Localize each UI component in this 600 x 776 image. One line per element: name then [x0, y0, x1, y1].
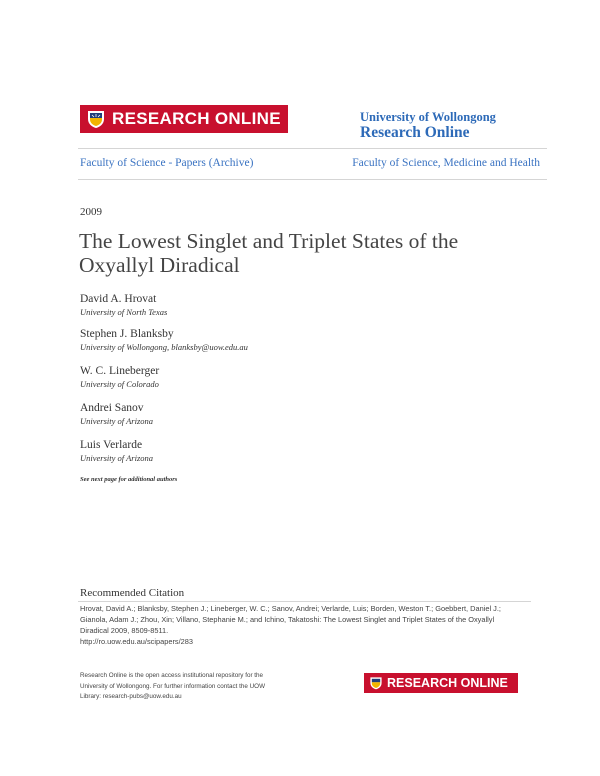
author-block: [80, 438, 153, 464]
publication-year: 2009: [80, 206, 102, 218]
author-affiliation: University of Colorado: [80, 379, 159, 389]
author-name: David A. Hrovat: [80, 293, 157, 305]
citation-url-link[interactable]: http://ro.uow.edu.au/scipapers/283: [80, 637, 193, 646]
footer-line: University of Wollongong. For further information contact the UOW: [80, 682, 266, 690]
author-affiliation: University of Arizona: [80, 416, 154, 426]
paper-title: The Lowest Singlet and Triplet States of the Oxyallyl Diradical: [79, 229, 459, 277]
header-divider-bottom: [78, 179, 547, 180]
faculty-archive-link[interactable]: Faculty of Science - Papers (Archive): [80, 157, 254, 169]
uow-shield-icon: [86, 109, 106, 129]
uow-shield-icon: [369, 676, 383, 690]
repository-name: Research Online: [360, 124, 470, 141]
recommended-citation-heading: Recommended Citation: [80, 587, 185, 599]
author-affiliation: University of Wollongong, blanksby@uow.edu.au: [80, 342, 248, 352]
header-divider-top: [78, 148, 547, 149]
uow-research-online-title[interactable]: [360, 110, 496, 142]
author-name: W. C. Lineberger: [80, 365, 160, 377]
author-affiliation: University of Arizona: [80, 453, 154, 463]
citation-divider: [78, 601, 531, 602]
footer-contact-line[interactable]: Library: research-pubs@uow.edu.au: [80, 693, 182, 700]
author-name: Luis Verlarde: [80, 439, 143, 451]
university-name: University of Wollongong: [360, 110, 496, 124]
faculty-smh-link[interactable]: Faculty of Science, Medicine and Health: [352, 157, 540, 169]
citation-text: [80, 603, 520, 647]
logo-text: RESEARCH ONLINE: [387, 676, 508, 690]
citation-line: Diradical 2009, 8509-8511.: [80, 626, 169, 635]
citation-line: Hrovat, David A.; Blanksby, Stephen J.; Lineberger, W. C.; Sanov, Andrei; Verlarde, Luis; Borden, Weston T.; Goebbert, Daniel J.;: [80, 604, 501, 613]
additional-authors-note: See next page for additional authors: [80, 476, 178, 483]
author-block: [80, 401, 153, 427]
footer-line: Research Online is the open access institutional repository for the: [80, 672, 264, 679]
author-name: Andrei Sanov: [80, 402, 144, 414]
author-name: Stephen J. Blanksby: [80, 328, 174, 340]
author-block: [80, 364, 159, 390]
author-block: [80, 327, 248, 353]
research-online-logo[interactable]: [80, 105, 288, 133]
logo-text: RESEARCH ONLINE: [112, 109, 281, 128]
author-block: [80, 292, 167, 318]
citation-line: Gianola, Adam J.; Zhou, Xin; Villano, Stephanie M.; and Ichino, Takatoshi: The Lowest Singlet and Triplet States of the Oxyallyl: [80, 615, 495, 624]
repository-info: [80, 671, 305, 703]
research-online-footer-logo[interactable]: [364, 673, 518, 693]
author-affiliation: University of North Texas: [80, 307, 168, 317]
